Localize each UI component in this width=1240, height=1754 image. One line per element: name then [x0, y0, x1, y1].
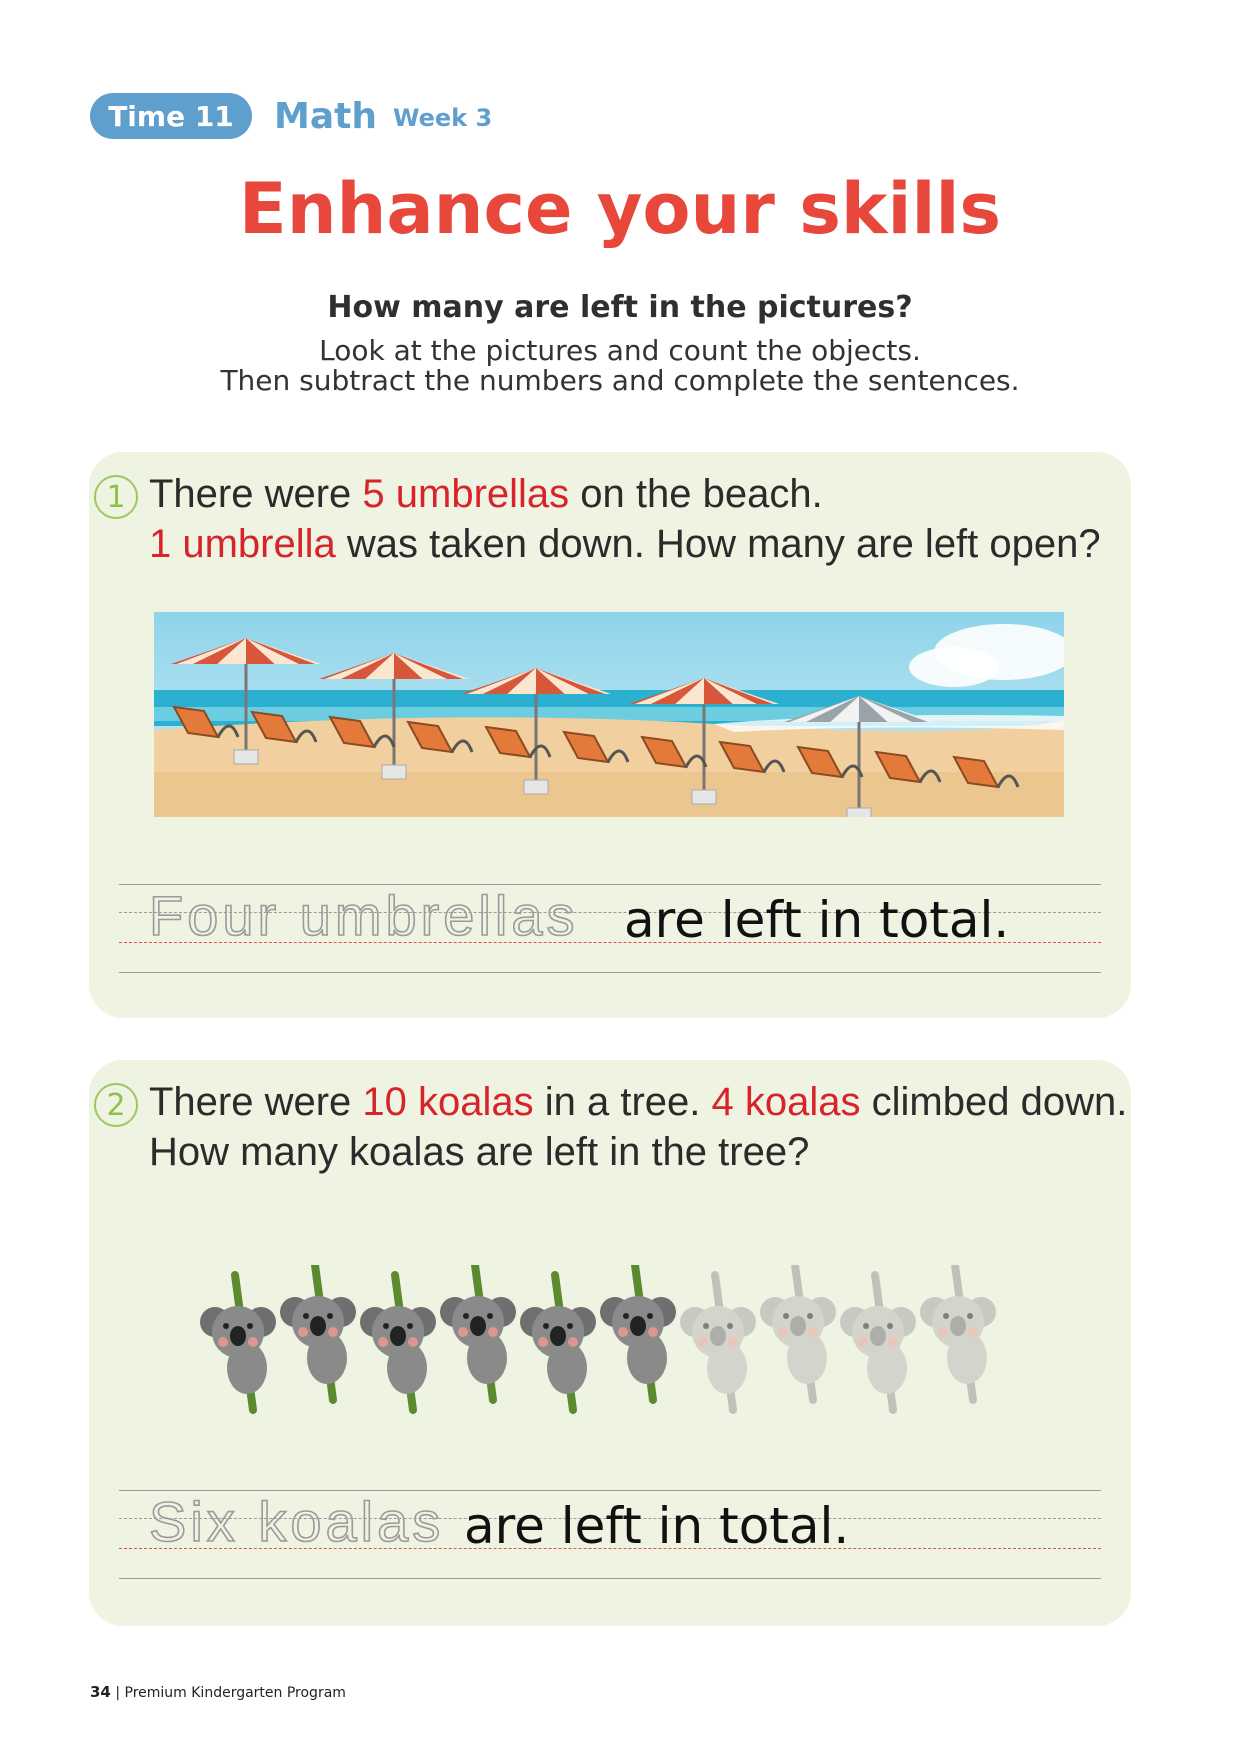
page-title: Enhance your skills [238, 168, 1002, 250]
problem-number-1: 1 [94, 475, 138, 519]
highlight: 10 koalas [362, 1080, 534, 1124]
footer-separator: | [110, 1685, 125, 1701]
problem-1-line-1 [149, 470, 823, 518]
problem-number-2: 2 [94, 1083, 138, 1127]
problem-1-line-2 [149, 520, 1101, 568]
text: in a tree. [533, 1080, 712, 1124]
koala-icon [360, 1275, 436, 1410]
highlight: 4 koalas [711, 1080, 861, 1124]
answer-line-2 [119, 1490, 1101, 1580]
koala-icon [600, 1265, 676, 1400]
question-heading: How many are left in the pictures? [327, 290, 913, 325]
header [90, 92, 492, 140]
text: There were [149, 1080, 363, 1124]
koalas-illustration [189, 1265, 1029, 1415]
time-badge: Time 11 [90, 93, 252, 139]
highlight: 5 umbrellas [362, 472, 570, 516]
koala-icon [520, 1275, 596, 1410]
traced-answer-2[interactable]: Six koalas [149, 1490, 445, 1553]
answer-fixed-text-1: are left in total. [624, 891, 1010, 949]
subject-label: Math [274, 95, 377, 137]
koala-faded-icon [760, 1265, 836, 1400]
beach-umbrellas-illustration [154, 612, 1064, 817]
traced-answer-1[interactable]: Four umbrellas [149, 884, 579, 947]
answer-line-1 [119, 884, 1101, 974]
answer-fixed-text-2: are left in total. [464, 1497, 850, 1555]
week-label: Week 3 [392, 104, 493, 132]
guide-line [119, 972, 1101, 973]
koala-faded-icon [920, 1265, 996, 1400]
text: on the beach. [569, 472, 823, 516]
text: climbed down. [860, 1080, 1128, 1124]
text: There were [149, 472, 363, 516]
koala-icon [440, 1265, 516, 1400]
guide-line [119, 1578, 1101, 1579]
koala-faded-icon [680, 1275, 756, 1410]
highlight: 1 umbrella [149, 522, 336, 566]
koala-icon [200, 1275, 276, 1410]
koala-faded-icon [840, 1275, 916, 1410]
koala-icon [280, 1265, 356, 1400]
problem-2-line-1 [149, 1078, 1127, 1126]
problem-2-line-2: How many koalas are left in the tree? [149, 1130, 810, 1174]
program-name: Premium Kindergarten Program [124, 1685, 346, 1701]
text: was taken down. How many are left open? [335, 522, 1101, 566]
problem-card-2 [89, 1060, 1131, 1626]
page-number: 34 [90, 1683, 111, 1701]
instruction-line-1: Look at the pictures and count the objects. [319, 334, 921, 367]
footer [90, 1683, 346, 1701]
instruction-line-2: Then subtract the numbers and complete the sentences. [220, 364, 1020, 397]
problem-card-1 [89, 452, 1131, 1018]
